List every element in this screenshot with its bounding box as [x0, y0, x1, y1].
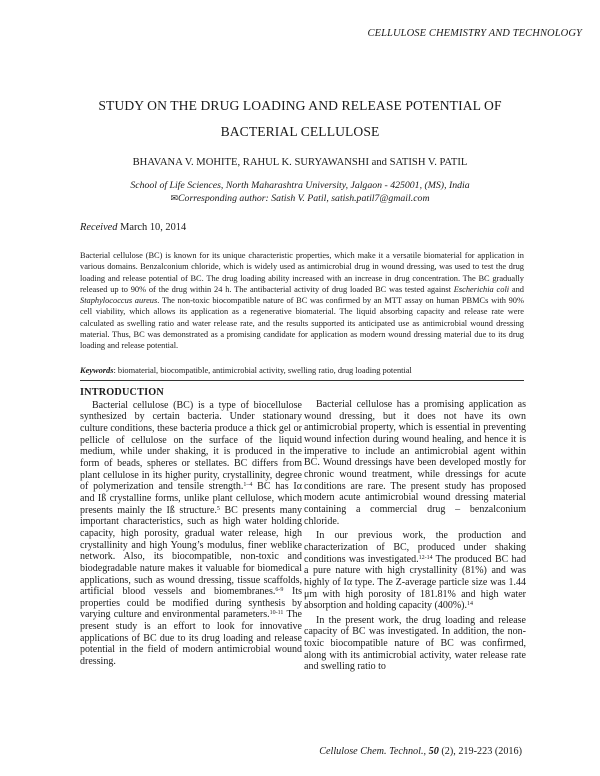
- keywords-label: Keywords: [80, 366, 114, 375]
- intro-paragraph-2: Bacterial cellulose has a promising application as wound dressing, but it does not have its own antimicrobial property, which is essential in preventing wound infection during wound healing, and hence it is imperative to include an antimicrobial agent within BC. Wound dressings have been developed mostly for chronic wound treatment, while dressings for acute conditions are rare. The present study has proposed modern acute antimicrobial wound dressing material containing a commercial drug – benzalconium chloride.: [304, 399, 526, 527]
- section-divider: [80, 380, 524, 381]
- journal-header: CELLULOSE CHEMISTRY AND TECHNOLOGY: [367, 28, 582, 39]
- abstract-text-1: Bacterial cellulose (BC) is known for its unique characteristic properties, which make it a versatile biomaterial for application in various domains. Benzalconium chloride, which is widely used as antimicrobial drug in wound dressing, was used to test the drug loading and release potential of BC. The drug loading ability increased with an increase in drug concentration. The BC gradually released up to 90% of the drug within 24 h. The antibacterial activity of drug loaded BC was tested against: [80, 251, 524, 294]
- institution: School of Life Sciences, North Maharashtra University, Jalgaon - 425001, (MS), India: [130, 180, 470, 191]
- corresponding-author: [40, 192, 560, 205]
- author-list: BHAVANA V. MOHITE, RAHUL K. SURYAWANSHI and SATISH V. PATIL: [132, 157, 468, 168]
- affiliation-block: [40, 179, 560, 205]
- ref-citation: 10-11: [269, 610, 284, 617]
- envelope-icon: ✉: [170, 193, 179, 203]
- body-column-right: [304, 399, 526, 673]
- footer-citation: Cellulose Chem. Technol., 50 (2), 219-223 (2016): [319, 746, 522, 757]
- ref-citation: 1–4: [243, 482, 253, 489]
- ref-citation: 12-14: [418, 554, 433, 561]
- corresponding-author-text: Corresponding author: Satish V. Patil, satish.patil7@gmail.com: [178, 193, 430, 204]
- keywords: Keywords: biomaterial, biocompatible, antimicrobial activity, swelling ratio, drug loading potential: [80, 366, 412, 375]
- abstract: [80, 250, 524, 352]
- paper-title: [40, 93, 560, 145]
- intro-paragraph-1: Bacterial cellulose (BC) is a type of biocellulose synthesized by certain bacteria. Under stationary culture conditions, these bacteria produce a thick gel or pellicle of cellulose on the surface of the liquid medium, while under shaking, it is produced in the form of beads, spheres or stellates. BC differs from plant cellulose in its higher purity, crystallinity, degree of polymerization and tensile strength.$^{1-4}$ BC has Iα and Iß crystalline forms, unlike plant cellulose, which presents mainly the Iß structure.$^5$ BC presents many important characteristics, such as high water holding capacity, high porosity, gradual water release, high crystallinity and high Young’s modulus, finer weblike network. Also, its biocompatible, non-toxic and biodegradable nature makes it valuable for biomedical applications, such as wound dressing, tissue scaffolds, artificial blood vessels and biomembranes.$^{6-9}$ Its properties could be modified during synthesis by varying culture and environmental parameters.$^{10-11}$ The present study is an effort to look for innovative applications of BC due to its drug loading and release potential in the field of modern antimicrobial wound dressing.: [80, 399, 303, 668]
- received-label: Received: [80, 222, 118, 233]
- ref-citation: 6-9: [275, 587, 284, 594]
- title-line-1: STUDY ON THE DRUG LOADING AND RELEASE POTENTIAL OF: [98, 98, 502, 113]
- received-value: March 10, 2014: [120, 222, 187, 233]
- ref-citation: 14: [467, 601, 474, 608]
- title-line-2: BACTERIAL CELLULOSE: [220, 124, 380, 139]
- intro-paragraph-4: In the present work, the drug loading and release capacity of BC was investigated. In addition, the non-toxic biocompatible nature of BC was confirmed, along with its antimicrobial activity, water release rate and swelling ratio to: [304, 614, 526, 673]
- keywords-text: biomaterial, biocompatible, antimicrobial activity, swelling ratio, drug loading potential: [117, 366, 412, 375]
- abstract-and: and: [509, 284, 524, 294]
- abstract-text-2: . The non-toxic biocompatible nature of BC was confirmed by an MTT assay on human PBMCs with 90% cell viability, which allows its application as a regenerative biomaterial. The liquid absorbing capacity and release rate were calculated as swelling ratio and water release rate, and the results supported its anticipated use as antimicrobial wound dressing material. Thus, BC was demonstrated as a promising candidate for application as modern wound dressing material due to its drug loading and release potential.: [80, 296, 524, 351]
- organism-s-aureus: Staphylococcus aureus: [80, 296, 158, 306]
- ref-citation: 5: [216, 505, 220, 512]
- organism-e-coli: Escherichia coli: [453, 284, 510, 294]
- body-column-left: [80, 387, 302, 668]
- intro-paragraph-3: In our previous work, the production and characterization of BC, produced under shaking conditions was investigated.$^{12-14}$ The produced BC had a pure nature with high crystallinity (81%) and was highly of Iα type. The Z-average particle size was 1.44 μm with high porosity of 181.81% and high water absorption and holding capacity (400%).$^{14}$: [304, 530, 526, 612]
- introduction-heading: INTRODUCTION: [80, 387, 164, 398]
- received-date: [80, 222, 186, 233]
